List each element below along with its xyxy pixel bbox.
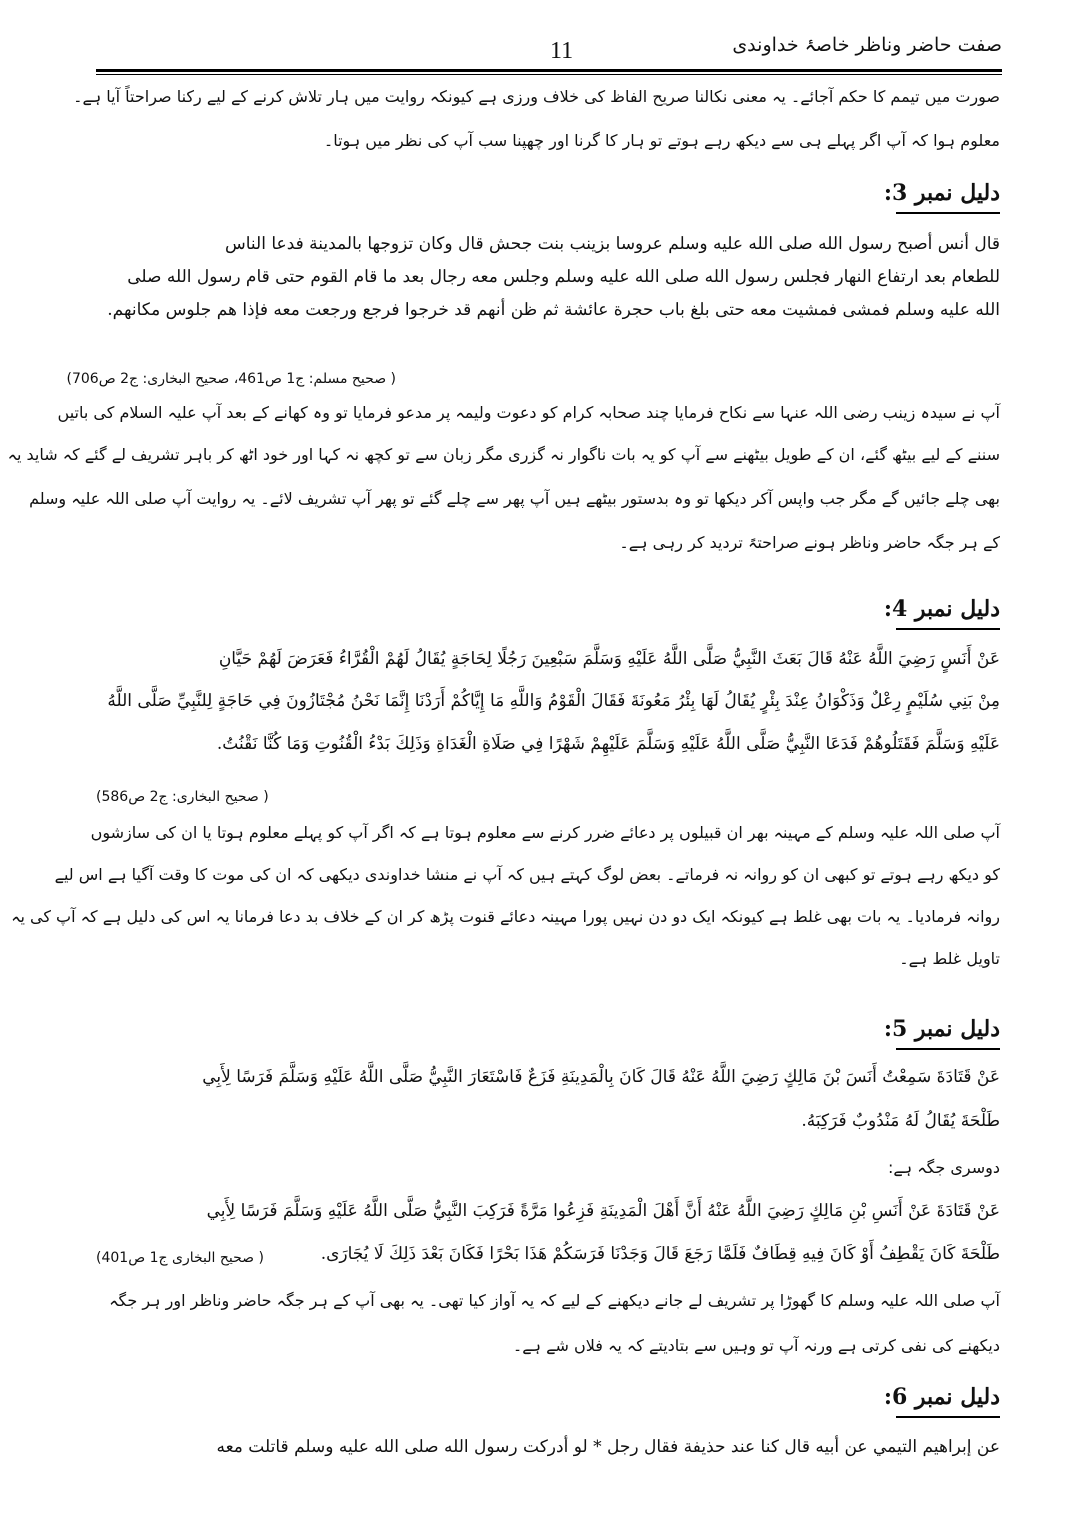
arabic-line: طَلْحَةَ كَانَ يَقْطِفُ أَوْ كَانَ فِيهِ قِطَافٌ فَلَمَّا رَجَعَ قَالَ وَجَدْنَا فَرَسَكُمْ هَذَا بَحْرًا فَكَانَ بَعْدَ ذَلِكَ لَا يُجَارَى.	[320, 1244, 1000, 1264]
section-heading-3: دلیل نمبر 3:	[883, 180, 1000, 206]
text-line: بھی چلے جائیں گے مگر جب واپس آکر دیکھا تو وہ بدستور بیٹھے ہیں آپ پھر سے چلے گئے تو پھر آپ تشریف لائے۔ یہ روایت آپ صلی اللہ علیہ وسلم	[29, 489, 1000, 508]
arabic-line: عَنْ قَتَادَةَ سَمِعْتُ أَنَسَ بْنَ مَالِكٍ رَضِيَ اللَّهُ عَنْهُ قَالَ كَانَ بِالْمَدِينَةِ فَزَعٌ فَاسْتَعَارَ النَّبِيُّ صَلَّى اللَّهُ عَلَيْهِ وَسَلَّمَ فَرَسًا لِأَبِي	[202, 1067, 1000, 1087]
text-line: آپ نے سیدہ زینب رضی اللہ عنہا سے نکاح فرمایا چند صحابہ کرام کو دعوت ولیمہ پر مدعو فرمایا تو وہ کھانے کے بعد آپ علیہ السلام کی باتیں	[57, 403, 1000, 422]
reference: ( صحیح مسلم: ج1 ص461، صحیح البخاری: ج2 ص706)	[66, 371, 396, 387]
text-line: دیکھنے کی نفی کرتی ہے ورنہ آپ تو وہیں سے بتادیتے کہ یہ فلاں شے ہے۔	[512, 1336, 1000, 1355]
section-heading-4: دلیل نمبر 4:	[883, 596, 1000, 622]
heading-underline	[896, 212, 1000, 214]
arabic-line: قال أنس أصبح رسول الله صلى الله عليه وسلم عروسا بزينب بنت جحش قال وكان تزوجها بالمدينة فدعا الناس	[225, 234, 1000, 254]
text-line: کو دیکھ رہے ہوتے تو کبھی ان کو روانہ نہ فرماتے۔ بعض لوگ کہتے ہیں کہ آپ نے منشا خداوندی دیکھی کہ ان کی موت کا وقت آگیا ہے اس لیے	[54, 865, 1000, 884]
reference: ( صحیح البخاری: ج2 ص586)	[96, 789, 269, 805]
text-line: کے ہر جگہ حاضر وناظر ہونے صراحتہً تردید کر رہی ہے۔	[619, 533, 1000, 552]
arabic-line: مِنْ بَنِي سُلَيْمٍ رِعْلٌ وَذَكْوَانُ عِنْدَ بِئْرٍ يُقَالُ لَهَا بِئْرُ مَعُونَةَ فَقَالَ الْقَوْمُ وَاللَّهِ مَا إِيَّاكُمْ أَرَدْنَا إِنَّمَا نَحْنُ مُجْتَازُونَ فِي حَاجَةٍ لِلنَّبِيِّ صَلَّى اللَّهُ	[107, 691, 1000, 711]
arabic-line: عَلَيْهِ وَسَلَّمَ فَقَتَلُوهُمْ فَدَعَا النَّبِيُّ صَلَّى اللَّهُ عَلَيْهِ وَسَلَّمَ عَلَيْهِمْ شَهْرًا فِي صَلَاةِ الْغَدَاةِ وَذَلِكَ بَدْءُ الْقُنُوتِ وَمَا كُنَّا نَقْنُتُ.	[216, 734, 1000, 754]
heading-underline	[896, 1048, 1000, 1050]
text-line: آپ صلی اللہ علیہ وسلم کے مہینہ بھر ان قبیلوں پر دعائے ضرر کرنے سے معلوم ہوتا ہے کہ اگر آپ کو پہلے معلوم ہوتا یا ان کی سازشوں	[90, 823, 1000, 842]
section-heading-6: دلیل نمبر 6:	[883, 1384, 1000, 1410]
arabic-line: الله عليه وسلم فمشى فمشيت معه حتى بلغ باب حجرة عائشة ثم ظن أنهم قد خرجوا فرجع ورجعت معه فإذا هم جلوس مكانهم.	[107, 300, 1000, 320]
running-title: صفت حاضر وناظر خاصۂ خداوندی	[732, 34, 1002, 56]
page-header	[96, 34, 1002, 70]
header-rule	[96, 69, 1002, 72]
heading-underline	[896, 1416, 1000, 1418]
text-line: آپ صلی اللہ علیہ وسلم کا گھوڑا پر تشریف لے جانے دیکھنے کے لیے کہ یہ آواز کیا تھی۔ یہ بھی آپ کے ہر جگہ حاضر وناظر اور ہر جگہ	[109, 1291, 1000, 1310]
text-line: سننے کے لیے بیٹھ گئے، ان کے طویل بیٹھنے سے آپ کو یہ بات ناگوار نہ گزری مگر زبان سے تو کچھ نہ کہا اور خود اٹھ کر باہر تشریف لے گئے کہ شاید یہ	[7, 445, 1000, 464]
arabic-line: عن إبراهيم التيمي عن أبيه قال كنا عند حذيفة فقال رجل * لو أدركت رسول الله صلى الله عليه وسلم قاتلت معه	[216, 1437, 1000, 1457]
page-number: 11	[550, 38, 574, 64]
arabic-line: عَنْ أَنَسٍ رَضِيَ اللَّهُ عَنْهُ قَالَ بَعَثَ النَّبِيُّ صَلَّى اللَّهُ عَلَيْهِ وَسَلَّمَ سَبْعِينَ رَجُلًا لِحَاجَةٍ يُقَالُ لَهُمْ الْقُرَّاءُ فَعَرَضَ لَهُمْ حَيَّانِ	[218, 649, 1000, 669]
text-line: دوسری جگہ ہے:	[887, 1158, 1000, 1177]
text-line: معلوم ہوا کہ آپ اگر پہلے ہی سے دیکھ رہے ہوتے تو ہار کا گرنا اور چھپنا سب آپ کی نظر میں ہوتا۔	[323, 131, 1000, 150]
heading-underline	[896, 628, 1000, 630]
text-line: صورت میں تیمم کا حکم آجائے۔ یہ معنی نکالنا صریح الفاظ کی خلاف ورزی ہے کیونکہ روایت میں ہار تلاش کرنے کے لیے رکنا صراحتاً آیا ہے۔	[73, 87, 1000, 106]
reference: ( صحیح البخاری ج1 ص401)	[96, 1250, 264, 1266]
arabic-line: للطعام بعد ارتفاع النهار فجلس رسول الله صلى الله عليه وسلم وجلس معه رجال بعد ما قام القوم حتى قام رسول الله صلى	[127, 267, 1000, 287]
arabic-line: عَنْ قَتَادَةَ عَنْ أَنَسِ بْنِ مَالِكٍ رَضِيَ اللَّهُ عَنْهُ أَنَّ أَهْلَ الْمَدِينَةِ فَزِعُوا مَرَّةً فَرَكِبَ النَّبِيُّ صَلَّى اللَّهُ عَلَيْهِ وَسَلَّمَ فَرَسًا لِأَبِي	[206, 1201, 1000, 1221]
section-heading-5: دلیل نمبر 5:	[883, 1016, 1000, 1042]
arabic-line: طَلْحَةَ يُقَالُ لَهُ مَنْدُوبٌ فَرَكِبَهُ.	[801, 1111, 1000, 1131]
text-line: روانہ فرمادیا۔ یہ بات بھی غلط ہے کیونکہ ایک دو دن نہیں پورا مہینہ دعائے قنوت پڑھ کر ان کے خلاف بد دعا فرمانا یہ اس کی دلیل ہے کہ آپ کی یہ	[11, 907, 1000, 926]
header-rule-thin	[96, 74, 1002, 75]
text-line: تاویل غلط ہے۔	[899, 949, 1000, 968]
